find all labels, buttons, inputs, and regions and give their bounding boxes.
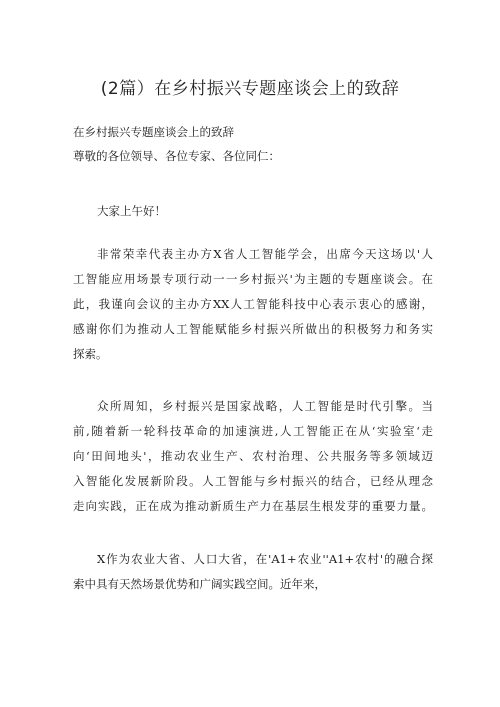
paragraph-line: 众所周知，乡村振兴是国家战略，人工智能是时代引擎。当 (97, 399, 433, 413)
paragraph (73, 547, 433, 597)
greeting: 大家上午好！ (97, 204, 166, 218)
paragraph-line: 向‘田间地头'，推动农业生产、农村治理、公共服务等多领域迈 (73, 449, 433, 463)
paragraph-line: X作为农业大省、人口大省，在'A1+农业''A1+农村'的融合探 (97, 552, 433, 566)
paragraph-line: 探索。 (73, 347, 108, 361)
paragraph (73, 394, 433, 519)
paragraph-line: 前,随着新一轮科技革命的加速演进,人工智能正在从‘实验室‘走 (73, 424, 433, 438)
paragraph (73, 242, 433, 367)
paragraph-line: 工智能应用场景专项行动一一乡村振兴'为主题的专题座谈会。在 (73, 272, 433, 286)
document-subtitle: 在乡村振兴专题座谈会上的致辞 (73, 125, 234, 139)
document-title: (2篇）在乡村振兴专题座谈会上的致辞 (100, 79, 400, 99)
paragraph-line: 入智能化发展新阶段。人工智能与乡村振兴的结合，已经从理念 (73, 474, 433, 488)
paragraph-line: 感谢你们为推动人工智能赋能乡村振兴所做出的积极努力和务实 (73, 322, 433, 336)
paragraph-line: 走向实践，正在成为推动新质生产力在基层生根发芽的重要力量。 (73, 499, 433, 513)
paragraph-line: 非常荣幸代表主办方X省人工智能学会，出席今天这场以'人 (97, 247, 433, 261)
salutation: 尊敬的各位领导、各位专家、各位同仁： (73, 149, 280, 163)
paragraph-line: 此，我谨向会议的主办方XX人工智能科技中心表示衷心的感谢， (73, 297, 433, 311)
paragraph-line: 索中具有天然场景优势和广阔实践空间。近年来， (73, 577, 326, 591)
